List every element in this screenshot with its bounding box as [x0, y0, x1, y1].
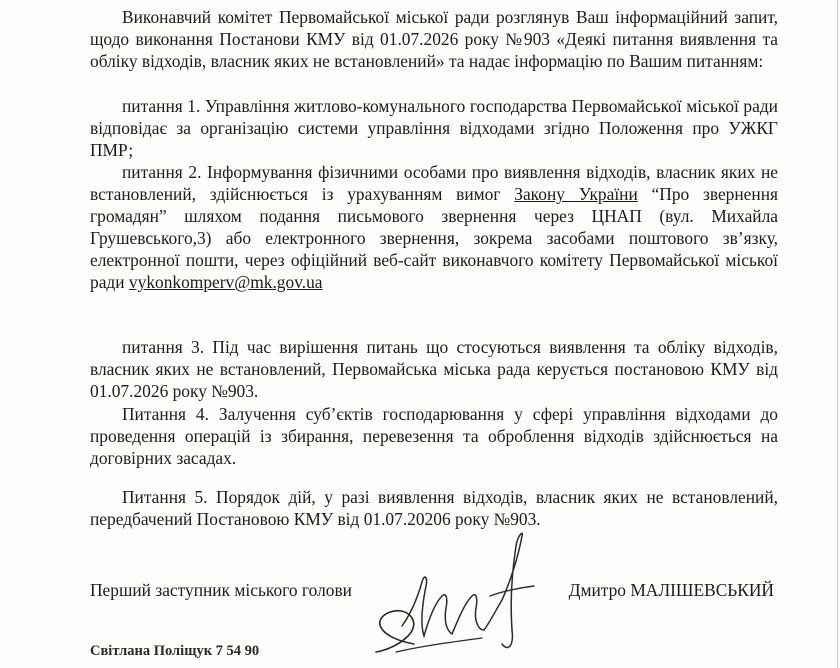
answer-3-paragraph: питання 3. Під час вирішення питань що стосуються виявлення та обліку відходів, власник яких не встановлений, Первомайська міська рада керується постановою КМУ від 01.07.2026 року №903.: [90, 337, 778, 401]
intro-paragraph: Виконавчий комітет Первомайської міської ради розглянув Ваш інформаційний запит, щодо виконання Постанови КМУ від 01.07.2026 року №903 «Деякі питання виявлення та обліку відходів, власник яких не встановлений» та надає інформацію по Вашим питанням:: [90, 7, 778, 71]
signatory-name: Дмитро МАЛІШЕВСЬКИЙ: [568, 580, 774, 600]
scan-edge-line: [837, 0, 838, 668]
email-link[interactable]: vykonkomperv@mk.gov.ua: [128, 272, 323, 292]
signatory-position: Перший заступник міського голови: [90, 580, 352, 600]
answer-2-paragraph: [90, 161, 778, 293]
answer-4-paragraph: Питання 4. Залучення суб’єктів господарювання у сфері управління відходами до проведення операцій із збирання, перевезення та оброблення відходів здійснюється на договірних засадах.: [90, 404, 778, 468]
handwritten-signature: [362, 526, 542, 666]
answer-5-paragraph: Питання 5. Порядок дій, у разі виявлення відходів, власник яких не встановлений, передбачений Постановою КМУ від 01.07.20206 року №903.: [90, 487, 778, 529]
executor-contact: Світлана Поліщук 7 54 90: [90, 643, 260, 659]
answer-2-text-middle: “Про звернення громадян” шляхом подання письмового звернення через ЦНАП (вул. Михайла Грушевського,3) або електронного звернення, зокрема засобами поштового зв’язку, електронної пошти, через офіційний веб-сайт виконавчого комітету Первомайської міської ради: [90, 184, 778, 292]
answer-1-paragraph: питання 1. Управління житлово-комунального господарства Первомайської міської ради відповідає за організацію системи управління відходами згідно Положення про УЖКГ ПМР;: [90, 96, 778, 160]
law-link[interactable]: Закону України: [514, 184, 638, 204]
answer-2-text-start: питання 2. Інформування фізичними особами про виявлення відходів, власник яких не встановлений, здійснюється із урахуванням вимог: [90, 162, 778, 204]
